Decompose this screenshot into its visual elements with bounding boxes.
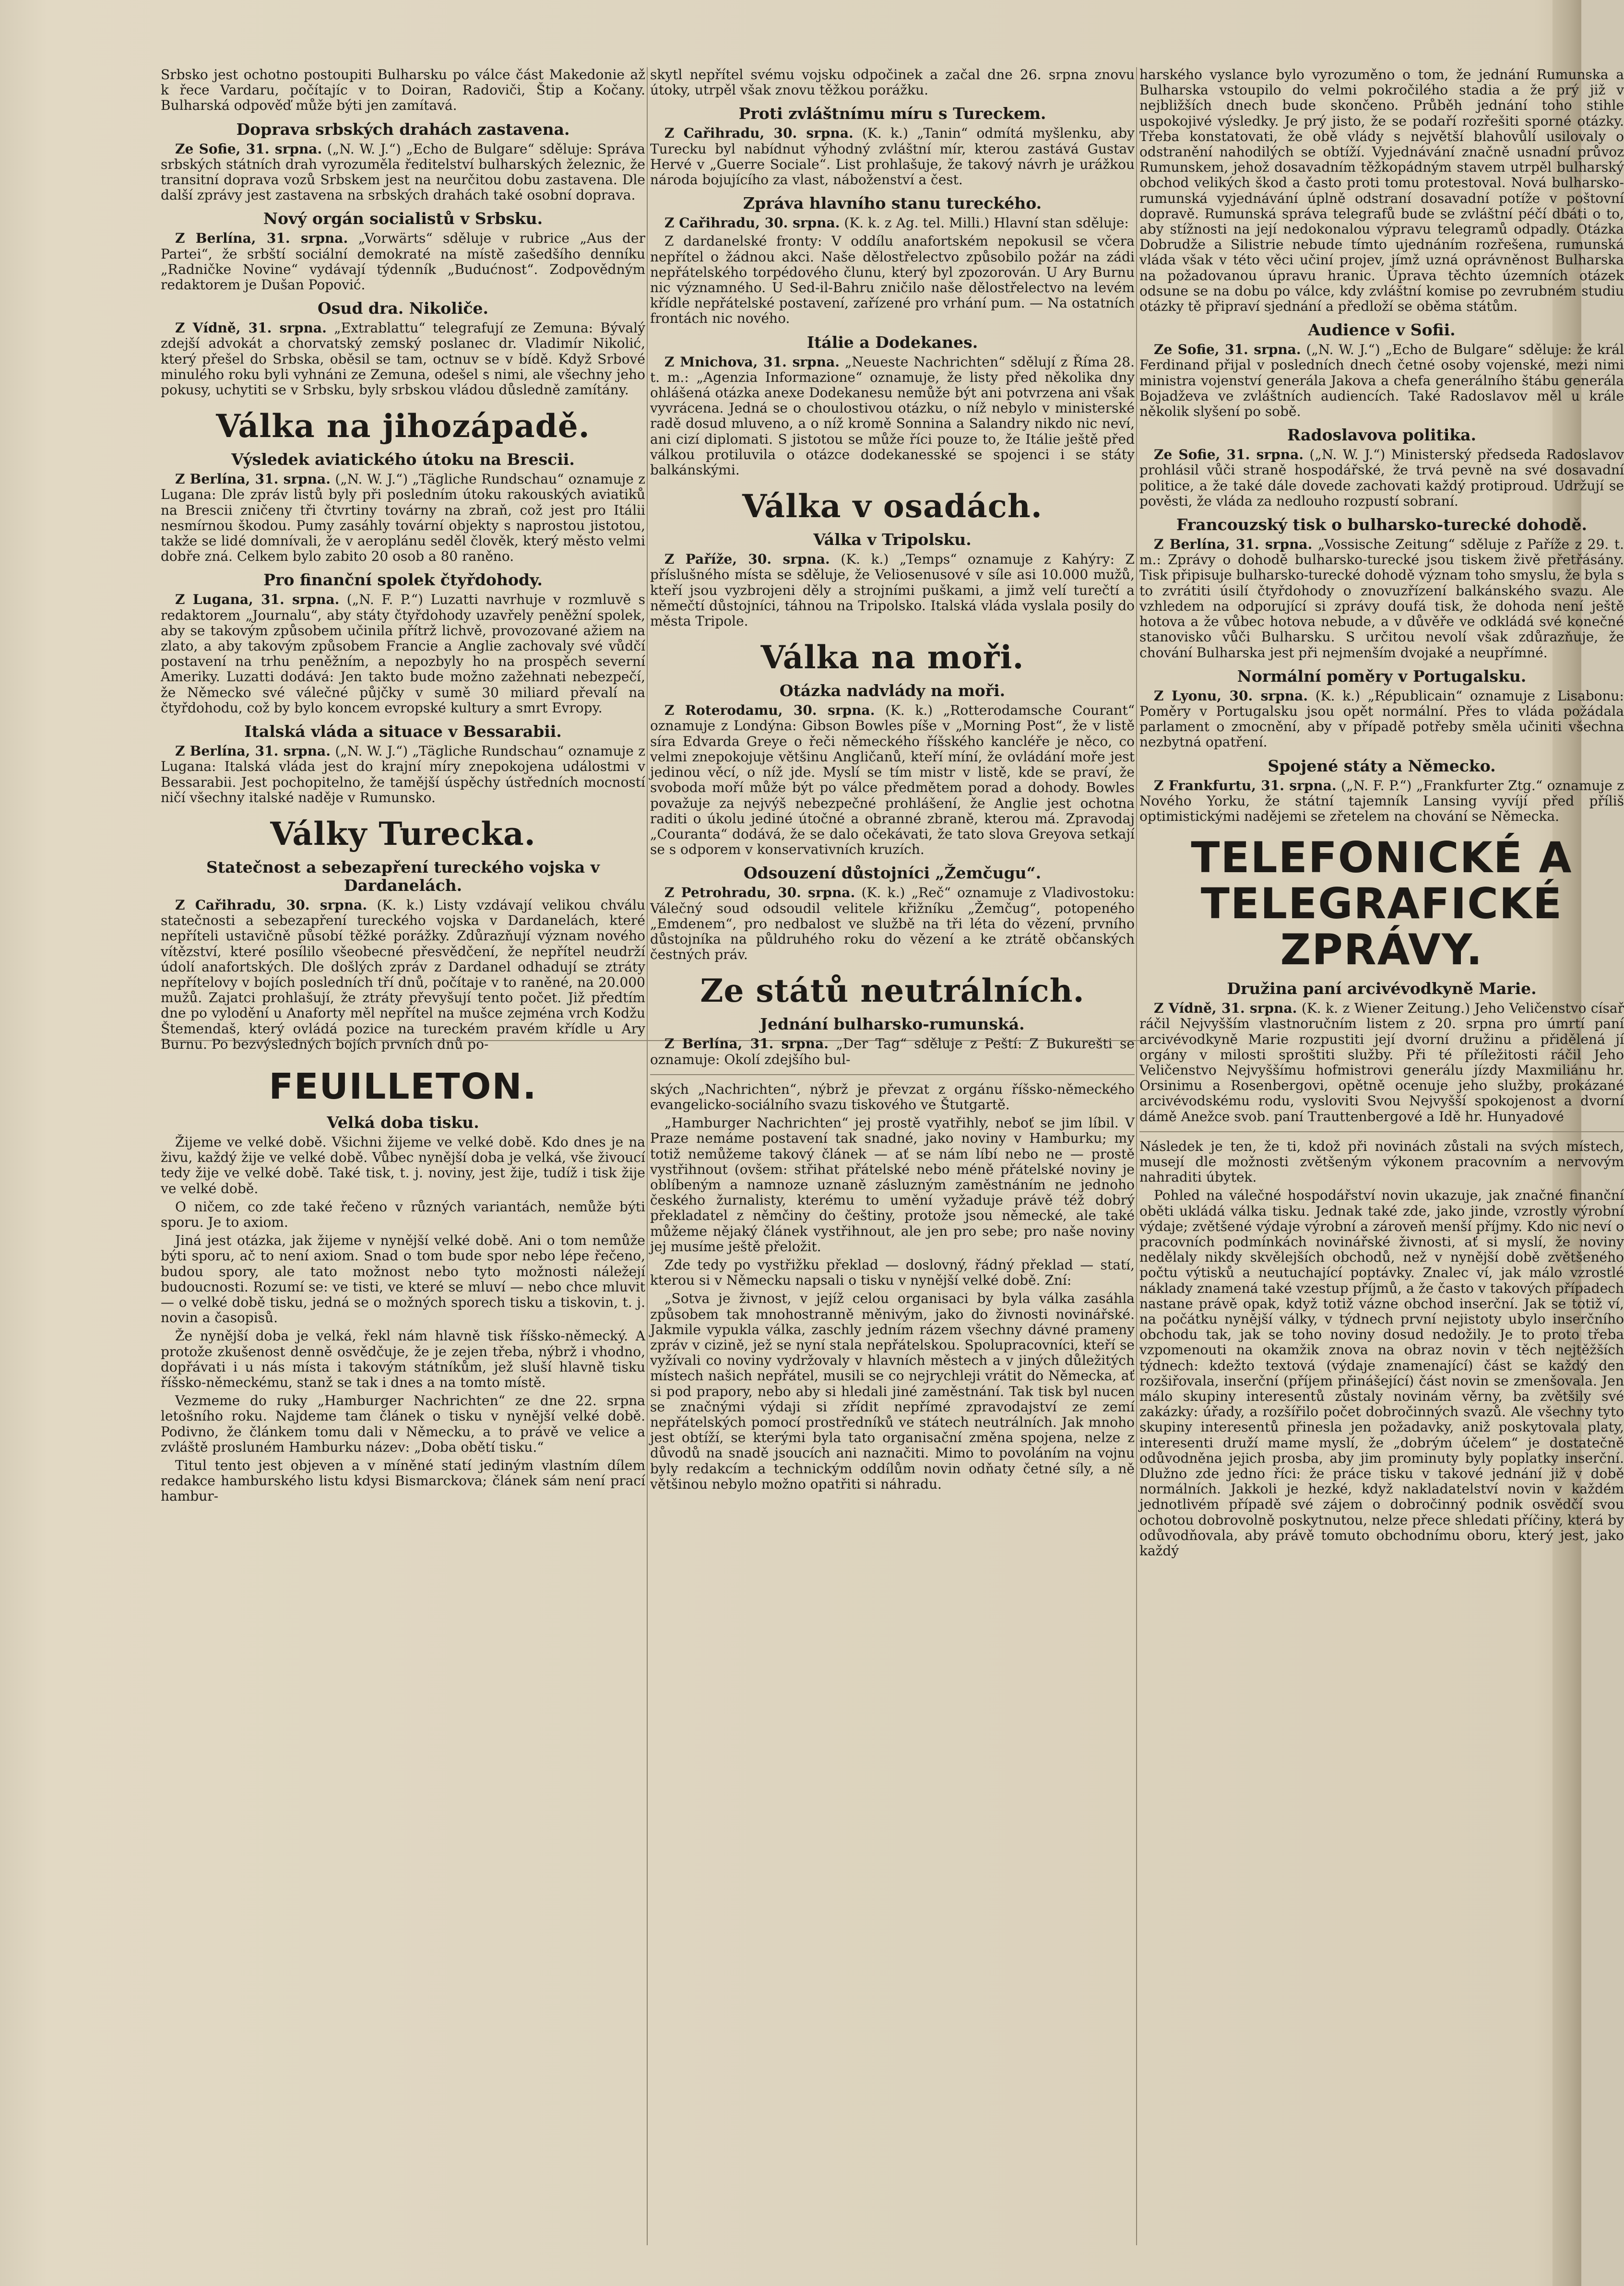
dateline: Z Berlína, 31. srpna. [175, 230, 348, 247]
article-text: Žijeme ve velké době. Všichni žijeme ve velké době. Kdo dnes je na živu, každý žije ve velké době. Vůbec nynější doba je velká, vše živoucí tedy žije ve velké době. Také tisk, t. j. noviny, jest žije, tudíž i tisk žije ve velké době. [161, 1134, 645, 1196]
article-text: O ničem, co zde také řečeno v různých variantách, nemůže býti sporu. Je to axiom. [161, 1198, 645, 1230]
article-body: („N. W. J.“) Ministerský předseda Radoslavov prohlásil vůči straně hospodářské, že trvá pevně na své dosavadní politice, a že také dále dovede zachovati každý protiproud. Udržují se pověsti, že vláda za nedlouho rozpustí sobraní. [1139, 447, 1624, 509]
article-text [161, 898, 645, 1052]
article-text: „Hamburger Nachrichten“ jej prostě vyatřihly, neboť se jim líbil. V Praze nemáme postavení tak snadné, jako noviny v Hamburku; my totiž nemůžeme takový článek — ať se nám líbí nebo ne — prostě vystřihnout (ovšem: střihat přátelské nebo méně přátelské noviny je oblíbeným a namnoze uznaně zásluzným zaměstnáním ne jednoho českého žurnalisty, kterému to umění vyžaduje právě též dobrý překladatel z němčiny do češtiny, protože jsou německé, ale také můžeme nějaký článek vystřihnout, ale jen pro sebe; pro naše noviny jej musíme ještě přeložit. [650, 1115, 1135, 1255]
article-text [650, 703, 1135, 857]
article-body: (K. k.) „Temps“ oznamuje z Kahýry: Z příslušného místa se sděluje, že Veliosenusové v síle asi 10.000 mužů, kteří jsou vyzbrojeni děly a strojními puškami, a jimž velí turečtí a němečtí důstojníci, táhnou na Tripolsko. Italská vláda vyslala posily do města Tripole. [650, 551, 1135, 629]
headline: Statečnost a sebezapření tureckého vojska v Dardanelách. [206, 857, 600, 895]
headline: Spojené státy a Německo. [1268, 756, 1496, 775]
dateline: Z Berlína, 31. srpna. [664, 1036, 829, 1052]
headline: Jednání bulharsko-rumunská. [760, 1015, 1025, 1034]
headline: Otázka nadvlády na moři. [779, 681, 1006, 700]
article-text: „Sotva je živnost, v jejíž celou organisaci by byla válka zasáhla způsobem tak mnohostranně měnivým, jako do živnosti novinářské. Jakmile vypukla válka, zaschly jedním rázem všechny dávné prameny zpráv v cizině, jež se nyní stala nepřátelskou. Spolupracovníci, kteří se vyžívali co noviny vydržovaly v hlavních městech a v jiných důležitých místech našich nepřátel, musili se co nejrychleji vrátit do Německa, ať si pod prapory, nebo aby si hledali jiné zaměstnání. Tak tisk byl nucen se značnými výdaji si zřídit nepřímé zpravodajství ze zemí nepřátelských pomocí prostředníků ve státech neutrálních. Jak mnoho jest obtíží, se kterými byla tato organisační změna spojena, nelze z důvodů na snadě jsoucích ani naznačiti. Mimo to povoláním na vojnu byly redakcím a technickým oddílům novin odňaty četné síly, a ně většinou nebylo možno opatřiti si náhradu. [650, 1291, 1135, 1492]
headline: Doprava srbských drahách zastavena. [236, 119, 570, 139]
article-text [1139, 537, 1624, 661]
article-text: harského vyslance bylo vyrozuměno o tom, že jednání Rumunska a Bulharska vstoupilo do velmi pokročilého stadia a že prý již v nejbližších dnech bude skončeno. Průběh jednání toho stihle uspokojivé výsledky. Je prý jisto, že se podaří rozřešiti sporné otázky. Třeba konstatovati, že obě vlády s největší blahovůlí usilovaly o odstranění nahodilých se obtíží. Vyjednávání značně usnadní průvoz Rumunskem, jehož dosavadním těžkopádným stavem utrpěl bulharský obchod velikých škod a často proti tomu protestoval. Nová bulharsko-rumunská vyjednávání úplně odstraní dosavadní potíže v poštovní dopravě. Rumunská správa telegrafů bude se zvláštní péčí dbáti o to, aby stížnosti na její nedokonalou výpravu telegramů odpadly. Otázka Dobrudže a Silistrie nebude tímto ujednáním rozřešena, rumunská vláda však v této věci učiní projev, jímž uzná oprávněnost Bulharska na požadovanou úpravu hranic. Úprava těchto územních otázek odsune se na dobu po válce, kdy zvláštní komise po zevrubném studiu otázky tě připraví sjednání a předloží se oběma státům. [1139, 67, 1624, 315]
article-text: Vezmeme do ruky „Hamburger Nachrichten“ ze dne 22. srpna letošního roku. Najdeme tam článek o tisku v nynější velké době. Podivno, že článkem tomu dali v Německu, a to právě ve velice a zvláště prosluném Hamburku název: „Doba obětí tisku.“ [161, 1393, 645, 1455]
section-heading: Války Turecka. [270, 815, 536, 853]
article-text [1139, 1001, 1624, 1125]
section-heading: Válka na moři. [760, 639, 1024, 676]
headline: Velká doba tisku. [327, 1113, 479, 1132]
headline: Osud dra. Nikoliče. [318, 299, 488, 318]
article-body: (K. k.) Listy vzdávají velikou chválu statečnosti a sebezapření tureckého vojska v Dardanelách, které nepříteli ustavičně působí těžké porážky. Zdůrazňují význam nového vítězství, které posílilo všeobecné přesvědčení, že nepřítel neudrží údolí anafortských. Dle došlých zpráv z Dardanel odhadují se ztráty nepřítelovy v bojích posledních tří dnů, počítaje v to raněné, na 20.000 mužů. Zajatci prohlašují, že ztráty převyšují tento počet. Již předtím dne po vylodění u Anaforty měl nepřítel na mušce zejména vrch Kodžu Štemendaš, který ovládá pozice na tureckém pravém křídle u Ary Burnu. Po bezvýsledných bojích prvních dnů po- [161, 897, 646, 1052]
article-text [1139, 778, 1624, 825]
section-heading-telegraph: TELEFONICKÉ A TELEGRAFICKÉ ZPRÁVY. [1191, 833, 1573, 975]
column-3 [1139, 67, 1624, 2245]
article-text [161, 472, 645, 564]
article-text [161, 320, 645, 398]
article-text [650, 215, 1135, 231]
article-text [650, 355, 1135, 478]
article-body: („N. F. P.“) Luzatti navrhuje v rozmluvě s redaktorem „Journalu“, aby státy čtyřdohody uzavřely peněžní spolek, aby se takovým způsobem učinila přítrž lichvě, provozované ažiem na zlato, a aby takovým způsobem Francie a Anglie zachovaly své vůdčí postavení na trhu peněžním, a nepozbyly ho na prospěch severní Ameriky. Luzatti dodává: Jen takto bude možno zažehnati nebezpečí, že Německo své válečné půjčky v sumě 30 miliard převalí na čtyřdohodu, což by bylo koncem evropské kultury a smrt Evropy. [161, 592, 645, 716]
article-text: Pohled na válečné hospodářství novin ukazuje, jak značné finanční oběti ukládá válka tisku. Jednak také zde, jako jinde, vzrostly výrobní výdaje; zvětšené výdaje výrobní a zároveň menší příjmy. Kdo nic neví o pracovních podmínkách novinářské živnosti, ať si myslí, že noviny nedělaly nikdy skvělejších obchodů, než v nynější době zvětšeného počtu výtisků a neutuchající poptávky. Znalec ví, jak málo vzrostlé náklady znamená také vzestup příjmů, a že často v takových případech nastane právě opak, když totiž vázne obchod inserční. Jak se totiž ví, na počátku nynější války, v týdnech první nejistoty ubylo inserčního obchodu tak, jak se toho noviny dosud nedožily. Je to proto třeba vzpomenouti na okamžik znova na obraz novin v těch nejtěžších týdnech: kdežto textová (výdaje znamenající) část se každý den rozšiřovala, inserční (příjem přinášející) část novin se zmenšovala. Jen málo skupiny interesentů zůstaly novinám věrny, ba zvětšily své zakázky: úřady, a rozšířilo počet dobročinných svazů. Ale všechny tyto skupiny interesentů přinesla jen požadavky, aniž poskytovala platy, interesenti druží mame myslí, že „dobrým účelem“ je dostatečně odůvodněna jejich prosba, aby jim prominuty byly poplatky inserční. Dlužno zde jedno říci: že práce tisku v takové jednání již v době normálních. Jakkoli je hezké, když nakladatelství novin v každém jednotlivém případě své zájem o dobročinný podnik osvědčí svou ochotou dobrovolně poskytnutou, nelze přece shledati příčiny, která by odůvodňovala, aby právě tomuto obchodnímu oboru, který jest, jako každý [1139, 1187, 1624, 1559]
dateline: Z Mnichova, 31. srpna. [664, 354, 840, 370]
headline: Francouzský tisk o bulharsko-turecké dohodě. [1176, 515, 1587, 534]
article-body: (K. k. z Ag. tel. Milli.) Hlavní stan sděluje: [844, 215, 1129, 231]
article-body: (K. k. z Wiener Zeitung.) Jeho Veličenstvo císař ráčil Nejvyšším vlastnoručním listem z 20. srpna pro úmrtí paní arcivévodkyně Marie rozpustiti její dvorní družinu a přidělená jí orgány v milosti sproštiti služby. Při té příležitosti ráčil Jeho Veličenstvo Nejvyššímu hofmistrovi generálu jízdy Maxmiliánu hr. Orsinimu a Rosenbergovi, opětně ocenuje jeho služby, prokázané arcivévodskému rodu, vysloviti Svou Nejvyšší spokojenost a dvorní dámě Anežce svob. paní Trauttenbergové a Idě hr. Hunyadové [1139, 1000, 1624, 1125]
feuilleton-divider [1139, 1131, 1624, 1132]
dateline: Ze Sofie, 31. srpna. [1154, 447, 1304, 463]
article-text: Zde tedy po vystřižku překlad — doslovný, řádný překlad — statí, kterou si v Německu napsali o tisku v nynější velké době. Zní: [650, 1256, 1135, 1289]
dateline: Z Vídně, 31. srpna. [1154, 1000, 1297, 1017]
headline: Itálie a Dodekanes. [806, 332, 978, 352]
dateline: Z Berlína, 31. srpna. [1154, 536, 1313, 553]
article-body: („N. W. J.“) „Echo de Bulgare“ sděluje: že král Ferdinand přijal v posledních dnech četné osoby vojenské, mezi nimi ministra vojenství generála Jakova a chefa generálního štábu generála Bojadževa ve zvláštních audiencích. Také Radoslavov měl u krále několik slyšení po sobě. [1139, 342, 1624, 420]
article-body: „Extrablattu“ telegrafují ze Zemuna: Bývalý zdejší advokát a chorvatský zemský poslanec dr. Vladimír Nikolić, který přešel do Srbska, oběsil se tam, octnuv se v bídě. Když Srbové minulého roku byli vyhnáni ze Zemuna, odešel s nimi, ale všechny jeho pokusy, uchytiti se v Srbsku, byly srbskou vládou důsledně zamítány. [161, 320, 645, 398]
article-text: Následek je ten, že ti, kdož při novinách zůstali na svých místech, musejí dle možnosti zvětšeným výkonem pracovním a nervovým nahraditi úbytek. [1139, 1138, 1624, 1185]
feuilleton-heading: FEUILLETON. [269, 1066, 537, 1107]
article-body: „Neueste Nachrichten“ sdělují z Říma 28. t. m.: „Agenzia Informazione“ oznamuje, že listy před několika dny ohlášená otázka anexe Dodekanesu nemůže být ani potvrzena ani však vyvrácena. Jedná se o choulostivou otázku, o níž nebylo v ministerské radě dosud mluveno, a o níž kromě Sonnina a Salandry nikdo nic neví, ani cizí diplomati. S jistotou se může říci pouze to, že Itálie ještě před válkou protiluvila o otázce dodekanesské se spojenci i se státy balkánskými. [650, 354, 1135, 478]
dateline: Z Roterodamu, 30. srpna. [664, 702, 875, 719]
feuilleton-divider [650, 1074, 1135, 1075]
headline: Družina paní arcivévodkyně Marie. [1227, 979, 1537, 998]
dateline: Z Cařihradu, 30. srpna. [175, 897, 367, 913]
dateline: Z Petrohradu, 30. srpna. [664, 885, 855, 901]
dateline: Z Cařihradu, 30. srpna. [664, 125, 853, 142]
article-text: skytl nepřítel svému vojsku odpočinek a začal dne 26. srpna znovu útoky, utrpěl však znovu těžkou porážku. [650, 67, 1135, 98]
article-body: (K. k.) „Reč“ oznamuje z Vladivostoku: Válečný soud odsoudil velitele křižníku „Žemčug“, potopeného „Emdenem“, pro nedbalost ve službě na tři léta do vězení, prvního důstojníka na půldruhého roku do vězení a ke ztrátě občanských čestných práv. [650, 885, 1135, 963]
column-2 [650, 67, 1135, 2245]
article-text: Titul tento jest objeven a v míněné statí jediným vlastním dílem redakce hamburského listu kdysi Bismarckova; článek sám není prací hambur- [161, 1457, 645, 1504]
article-text [650, 1036, 1135, 1067]
dateline: Z Paříže, 30. srpna. [664, 551, 830, 568]
dateline: Z Berlína, 31. srpna. [175, 471, 331, 487]
headline: Audience v Sofii. [1308, 320, 1456, 340]
article-body: (K. k.) „Républicain“ oznamuje z Lisabonu: Poměry v Portugalsku jsou opět normální. Přes to vláda požádala parlament o zmocnění, aby v případě potřeby směla učiniti všechna nezbytná opatření. [1139, 687, 1624, 750]
headline: Odsouzení důstojníci „Žemčugu“. [743, 864, 1042, 883]
article-text: Jiná jest otázka, jak žijeme v nynější velké době. Ani o tom nemůže býti sporu, ač to není axiom. Snad o tom bude spor nebo lépe řečeno, budou spory, ale tato možnost nebo tyto možnosti náležejí budoucnosti. Rozumí se: ve tisti, ve které se mluví — nebo chce mluvit — o velké době tisku, jedná se o možných sporech tisku a tiskovin, t. j. novin a časopisů. [161, 1232, 645, 1326]
article-body: (K. k.) „Tanin“ odmítá myšlenku, aby Turecku byl nabídnut výhodný zvláštní mír, kterou zastává Gustav Hervé v „Guerre Sociale“. List prohlašuje, že takový návrh je urážkou národa bojujícího za vlast, náboženství a čest. [650, 125, 1135, 188]
dateline: Z Lugana, 31. srpna. [175, 592, 340, 608]
dateline: Z Vídně, 31. srpna. [175, 320, 327, 336]
column-divider-left [647, 67, 648, 2245]
article-text: Že nynější doba je velká, řekl nám hlavně tisk říšsko-německý. A protože zkušenost denně osvědčuje, že je zejen třeba, nýbrž i vhodno, dopřávati i u nás místa i takovým státníkům, jež sluší hlavně tisku říšsko-německému, stanž se tak i dnes a na tomto místě. [161, 1328, 645, 1390]
article-body: „Vorwärts“ sděluje v rubrice „Aus der Partei“, že srbští sociální demokraté na místě zašedšího denníku „Radničke Novine“ vydávají týdenník „Budućnost“. Zodpovědným redaktorem je Dušan Popović. [161, 230, 645, 293]
headline: Normální poměry v Portugalsku. [1237, 666, 1527, 686]
headline: Zpráva hlavního stanu tureckého. [743, 194, 1042, 213]
headline: Proti zvláštnímu míru s Tureckem. [738, 104, 1046, 123]
article-body: („N. W. J.“) „Echo de Bulgare“ sděluje: Správa srbských státních drah vyrozuměla ředitelství bulharských železnic, že transitní doprava vozů Srbskem jest na neurčitou dobu zastavena. Dle další zprávy jest zastavena na srbských drahách také osobní doprava. [161, 141, 645, 203]
column-divider-right [1136, 67, 1137, 2245]
headline: Nový orgán socialistů v Srbsku. [263, 209, 543, 228]
article-text [650, 126, 1135, 188]
dateline: Z Lyonu, 30. srpna. [1154, 687, 1308, 704]
article-body: „Vossische Zeitung“ sděluje z Paříže z 29. t. m.: Zprávy o dohodě bulharsko-turecké jsou tiskem živě přetřásány. Tisk připisuje bulharsko-turecké dohodě význam toho smyslu, že byla s to zvrátiti úsilí čtyřdohody o znovuzřízení balkánského svazu. Ale vzhledem na odporující si zprávy doufá tisk, že dohoda není ještě hotova a že vůbec hotova nebude, a v důvěře ve odkládá své konečné stanovisko vůči Bulharsku. S určitou nevolí však zdůrazňuje, že chování Bulharska jest při nejmenším dvojaké a neupřímné. [1139, 536, 1624, 661]
article-text: Srbsko jest ochotno postoupiti Bulharsku po válce část Makedonie až k řece Vardaru, počítajíc v to Doiran, Radoviči, Štip a Kočany. Bulharská odpověď může býti jen zamítavá. [161, 67, 645, 114]
article-body: („N. W. J.“) „Tägliche Rundschau“ oznamuje z Lugana: Dle zpráv listů byly při posledním útoku rakouských aviatiků na Brescii zničeny tři čtvrtiny továrny na zbraň, což jest pro Itálii nesmírnou škodou. Pumy zasáhly tovární objekty s naprostou jistotou, takže se lidé domnívali, že v aeroplánu seděl člověk, který město velmi dobře zná. Celkem bylo zabito 20 osob a 80 raněno. [161, 471, 645, 565]
dateline: Z Cařihradu, 30. srpna. [664, 215, 840, 231]
article-body: („N. F. P.“) „Frankfurter Ztg.“ oznamuje z Nového Yorku, že státní tajemník Lansing vyvíjí před příliš optimistickými nadějemi se zřetelem na chování se Německa. [1139, 777, 1624, 824]
article-text: ských „Nachrichten“, nýbrž je převzat z orgánu říšsko-německého evangelicko-sociálního svazu tiskového ve Štutgartě. [650, 1081, 1135, 1113]
article-text [161, 142, 645, 203]
headline: Radoslavova politika. [1287, 426, 1477, 445]
article-text [650, 552, 1135, 629]
article-body: „Der Tag“ sděluje z Peští: Z Bukurešti se oznamuje: Okolí zdejšího bul- [650, 1036, 1135, 1067]
dateline: Ze Sofie, 31. srpna. [175, 141, 322, 157]
column-1 [161, 67, 645, 2245]
section-heading: Válka v osadách. [742, 487, 1043, 525]
headline: Italská vláda a situace v Bessarabii. [244, 722, 562, 741]
dateline: Z Frankfurtu, 31. srpna. [1154, 777, 1337, 794]
headline: Výsledek aviatického útoku na Brescii. [231, 450, 575, 469]
headline: Válka v Tripolsku. [813, 530, 972, 549]
article-text [161, 592, 645, 716]
article-text [1139, 342, 1624, 419]
headline: Pro finanční spolek čtyřdohody. [263, 570, 543, 590]
article-text: Z dardanelské fronty: V oddílu anafortském nepokusil se včera nepřítel o žádnou akci. Naše dělostřelectvo způsobilo požár na zádi nepřátelského torpédového člunu, který byl zpozorován. U Ary Burnu nic významného. U Sed-il-Bahru zničilo naše dělostřelectvo na levém křídle nepřátelské postavení, zařízené pro vrhání pum. — Na ostatních frontách nic nového. [650, 233, 1135, 327]
article-text [1139, 688, 1624, 750]
article-text [161, 744, 645, 805]
article-text [161, 231, 645, 293]
dateline: Ze Sofie, 31. srpna. [1154, 342, 1301, 358]
section-heading: Ze států neutrálních. [700, 972, 1085, 1010]
article-body: (K. k.) „Rotterodamsche Courant“ oznamuje z Londýna: Gibson Bowles píše v „Morning Post“, že v listě síra Edvarda Greye o řeči německého říšského kancléře je něco, co velmi znepokojuje většinu Angličanů, kteří míní, že ovládání moře jest jedinou věcí, o níž jde. Myslí se tím mistr v listě, kde se praví, že svoboda moří může být po válce předmětem porad a dohody. Bowles považuje za nejvýš nebezpečné prohlášení, že Anglie jest ochotna raditi o úkolu jediné útočné a obranné zbraně, kterou má. Zpravodaj „Couranta“ dodává, že se dalo očekávati, že tato slova Greyova setkají se s odporem v konservativních kruzích. [650, 702, 1135, 858]
article-text [1139, 447, 1624, 509]
article-body: („N. W. J.“) „Tägliche Rundschau“ oznamuje z Lugana: Italská vláda jest do krajní míry znepokojena událostmi v Bessarabii. Jest pochopitelno, že tamější úspěchy ústředních mocností ničí všechny italské naděje v Rumunsko. [161, 743, 645, 805]
section-heading: Válka na jihozápadě. [216, 407, 590, 445]
article-text [650, 885, 1135, 962]
dateline: Z Berlína, 31. srpna. [175, 743, 331, 759]
